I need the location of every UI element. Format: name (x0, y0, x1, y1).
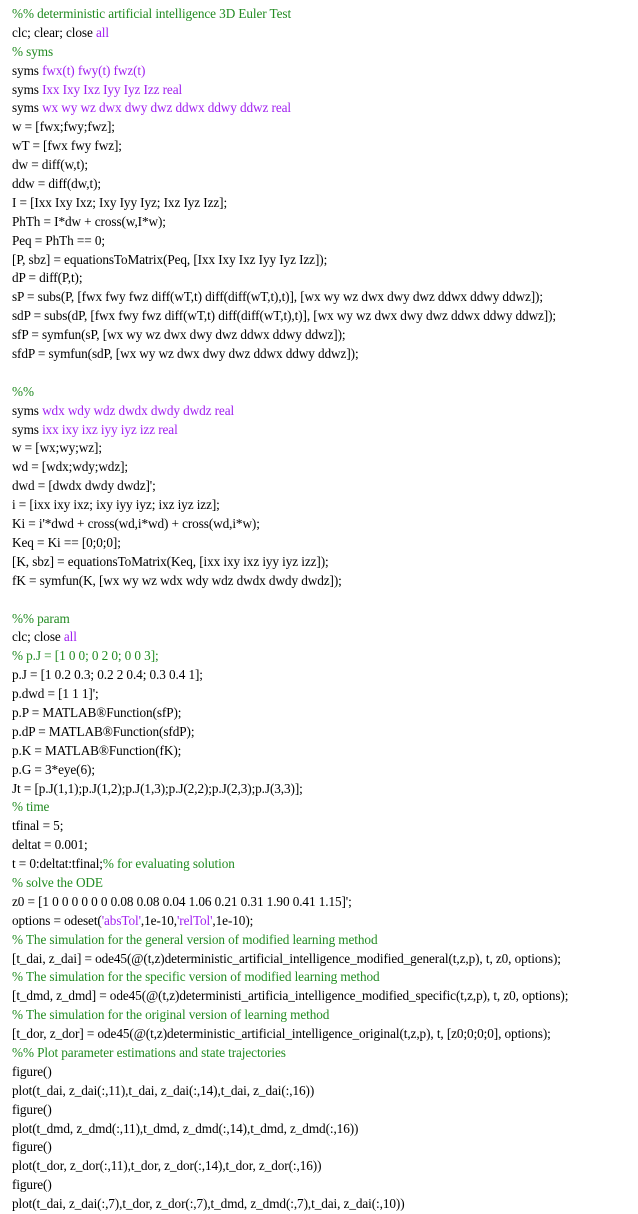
code-line (12, 723, 636, 742)
code-line (12, 383, 636, 402)
code-line (12, 893, 636, 912)
code-plain-token: [t_dai, z_dai] = ode45(@(t,z)deterministic_artificial_intelligence_modified_general(t,z,p), t, z0, options); (12, 950, 561, 966)
code-keyword-token: fwx(t) fwy(t) fwz(t) (42, 62, 146, 78)
code-line (12, 742, 636, 761)
code-plain-token: p.G = 3*eye(6); (12, 761, 95, 777)
code-plain-token: Ki = i'*dwd + cross(wd,i*wd) + cross(wd,i*w); (12, 516, 260, 532)
code-line (12, 118, 636, 137)
code-plain-token: clc; close (12, 629, 64, 645)
code-line (12, 987, 636, 1006)
code-line (12, 553, 636, 572)
code-plain-token: p.dwd = [1 1 1]'; (12, 686, 99, 702)
code-line (12, 1138, 636, 1157)
code-line (12, 1063, 636, 1082)
code-line (12, 610, 636, 629)
code-line (12, 1044, 636, 1063)
code-line (12, 931, 636, 950)
code-plain-token: dP = diff(P,t); (12, 270, 83, 286)
code-line (12, 817, 636, 836)
code-comment-token: %% deterministic artificial intelligence 3D Euler Test (12, 6, 292, 21)
code-line (12, 288, 636, 307)
code-line (12, 477, 636, 496)
code-comment-token: % syms (12, 43, 54, 59)
code-line (12, 137, 636, 156)
code-plain-token: I = [Ixx Ixy Ixz; Ixy Iyy Iyz; Ixz Iyz Izz]; (12, 194, 228, 210)
code-plain-token: figure() (12, 1101, 52, 1117)
code-line (12, 458, 636, 477)
code-line (12, 515, 636, 534)
code-line (12, 156, 636, 175)
code-plain-token: dwd = [dwdx dwdy dwdz]'; (12, 478, 156, 494)
code-line (12, 572, 636, 591)
code-string-token: 'absTol' (101, 912, 141, 928)
code-line (12, 251, 636, 270)
code-line (12, 439, 636, 458)
code-plain-token: plot(t_dmd, z_dmd(:,11),t_dmd, z_dmd(:,14),t_dmd, z_dmd(:,16)) (12, 1120, 359, 1136)
code-line (12, 685, 636, 704)
code-plain-token: t = 0:deltat:tfinal; (12, 856, 103, 872)
code-plain-token: syms (12, 62, 43, 78)
code-plain-token: deltat = 0.001; (12, 837, 88, 853)
code-string-token: 'relTol' (176, 912, 213, 928)
code-line (12, 761, 636, 780)
code-line (12, 1082, 636, 1101)
code-plain-token: figure() (12, 1139, 52, 1155)
code-plain-token: w = [wx;wy;wz]; (12, 440, 102, 456)
code-plain-token: sdP = subs(dP, [fwx fwy fwz diff(wT,t) diff(diff(wT,t),t)], [wx wy wz dwx dwy dwz ddwx ddwy ddwz]); (12, 308, 557, 324)
code-line (12, 836, 636, 855)
code-line (12, 307, 636, 326)
code-plain-token: tfinal = 5; (12, 818, 64, 834)
code-plain-token: Keq = Ki == [0;0;0]; (12, 534, 121, 550)
code-plain-token: plot(t_dai, z_dai(:,7),t_dor, z_dor(:,7),t_dmd, z_dmd(:,7),t_dai, z_dai(:,10)) (12, 1196, 405, 1212)
code-plain-token: syms (12, 402, 43, 418)
code-line (12, 968, 636, 987)
code-comment-token: % The simulation for the specific version of modified learning method (12, 969, 380, 985)
code-plain-token: p.K = MATLAB®Function(fK); (12, 742, 182, 758)
code-plain-token: w = [fwx;fwy;fwz]; (12, 119, 115, 135)
code-plain-token: [t_dmd, z_dmd] = ode45(@(t,z)deterministi_artificia_intelligence_modified_specific(t,z,p), t, z0, options); (12, 988, 569, 1004)
code-line (12, 855, 636, 874)
code-line (12, 628, 636, 647)
code-plain-token: sfP = symfun(sP, [wx wy wz dwx dwy dwz ddwx ddwy ddwz]); (12, 327, 346, 343)
code-line (12, 780, 636, 799)
code-line (12, 81, 636, 100)
code-keyword-token: all (95, 24, 109, 40)
code-line (12, 1006, 636, 1025)
code-keyword-token: wx wy wz dwx dwy dwz ddwx ddwy ddwz real (42, 100, 291, 116)
code-line (12, 874, 636, 893)
code-line (12, 326, 636, 345)
code-plain-token: Peq = PhTh == 0; (12, 232, 105, 248)
code-line (12, 43, 636, 62)
code-line (12, 5, 636, 24)
code-line (12, 24, 636, 43)
code-plain-token: sfdP = symfun(sdP, [wx wy wz dwx dwy dwz ddwx ddwy ddwz]); (12, 346, 359, 362)
code-line (12, 1101, 636, 1120)
code-plain-token: Jt = [p.J(1,1);p.J(1,2);p.J(1,3);p.J(2,2);p.J(2,3);p.J(3,3)]; (12, 780, 303, 796)
code-plain-token: syms (12, 81, 43, 97)
code-line (12, 1157, 636, 1176)
code-plain-token: p.dP = MATLAB®Function(sfdP); (12, 723, 195, 739)
code-line (12, 534, 636, 553)
code-comment-token: %% (12, 383, 34, 399)
code-keyword-token: wdx wdy wdz dwdx dwdy dwdz real (42, 402, 235, 418)
code-line (12, 345, 636, 364)
code-line (12, 269, 636, 288)
code-line (12, 496, 636, 515)
code-line (12, 798, 636, 817)
code-comment-token: % p.J = [1 0 0; 0 2 0; 0 0 3]; (12, 648, 159, 664)
code-plain-token: figure() (12, 1063, 52, 1079)
code-keyword-token: Ixx Ixy Ixz Iyy Iyz Izz real (42, 81, 183, 97)
code-plain-token: ,1e-10, (140, 912, 177, 928)
code-line (12, 213, 636, 232)
code-line (12, 666, 636, 685)
code-plain-token: wT = [fwx fwy fwz]; (12, 138, 122, 154)
code-plain-token: [P, sbz] = equationsToMatrix(Peq, [Ixx Ixy Ixz Iyy Iyz Izz]); (12, 251, 328, 267)
code-plain-token: [K, sbz] = equationsToMatrix(Keq, [ixx ixy ixz iyy iyz izz]); (12, 553, 329, 569)
code-plain-token: wd = [wdx;wdy;wdz]; (12, 459, 129, 475)
code-line (12, 194, 636, 213)
code-line (12, 1195, 636, 1214)
code-line (12, 62, 636, 81)
code-plain-token: p.P = MATLAB®Function(sfP); (12, 704, 182, 720)
code-plain-token: figure() (12, 1177, 52, 1193)
code-keyword-token: all (63, 629, 77, 645)
code-comment-token: % time (12, 799, 50, 815)
code-line (12, 1120, 636, 1139)
code-line (12, 232, 636, 251)
code-plain-token: ddw = diff(dw,t); (12, 176, 101, 192)
code-line (12, 175, 636, 194)
code-plain-token: PhTh = I*dw + cross(w,I*w); (12, 213, 166, 229)
code-plain-token: plot(t_dor, z_dor(:,11),t_dor, z_dor(:,14),t_dor, z_dor(:,16)) (12, 1158, 322, 1174)
code-comment-token: %% Plot parameter estimations and state trajectories (12, 1044, 286, 1060)
code-plain-token: sP = subs(P, [fwx fwy fwz diff(wT,t) diff(diff(wT,t),t)], [wx wy wz dwx dwy dwz ddwx ddwy ddwz]); (12, 289, 543, 305)
code-comment-token: % The simulation for the general version of modified learning method (12, 931, 378, 947)
code-plain-token: p.J = [1 0.2 0.3; 0.2 2 0.4; 0.3 0.4 1]; (12, 667, 203, 683)
code-plain-token: fK = symfun(K, [wx wy wz wdx wdy wdz dwdx dwdy dwdz]); (12, 572, 342, 588)
code-plain-token: ,1e-10); (212, 912, 254, 928)
code-plain-token: [t_dor, z_dor] = ode45(@(t,z)deterministic_artificial_intelligence_original(t,z,p), t, [z0;0;0;0], options); (12, 1026, 551, 1042)
code-comment-token: %% param (12, 610, 70, 626)
code-comment-token: % The simulation for the original version of learning method (12, 1007, 330, 1023)
code-plain-token: dw = diff(w,t); (12, 157, 88, 173)
code-line (12, 704, 636, 723)
code-plain-token: plot(t_dai, z_dai(:,11),t_dai, z_dai(:,14),t_dai, z_dai(:,16)) (12, 1082, 315, 1098)
code-line (12, 912, 636, 931)
code-line (12, 647, 636, 666)
code-plain-token: clc; clear; close (12, 24, 96, 40)
code-line (12, 402, 636, 421)
code-comment-token: % for evaluating solution (102, 856, 235, 872)
code-line (12, 99, 636, 118)
code-line (12, 1176, 636, 1195)
code-comment-token: % solve the ODE (12, 874, 103, 890)
code-line (12, 364, 636, 383)
code-plain-token: options = odeset( (12, 912, 102, 928)
code-plain-token: syms (12, 421, 43, 437)
code-plain-token: i = [ixx ixy ixz; ixy iyy iyz; ixz iyz izz]; (12, 497, 220, 513)
code-plain-token: syms (12, 100, 43, 116)
code-keyword-token: ixx ixy ixz iyy iyz izz real (42, 421, 178, 437)
code-line (12, 591, 636, 610)
code-line (12, 421, 636, 440)
code-line (12, 950, 636, 969)
code-plain-token: z0 = [1 0 0 0 0 0 0 0.08 0.08 0.04 1.06 0.21 0.31 1.90 0.41 1.15]'; (12, 893, 352, 909)
code-line (12, 1025, 636, 1044)
